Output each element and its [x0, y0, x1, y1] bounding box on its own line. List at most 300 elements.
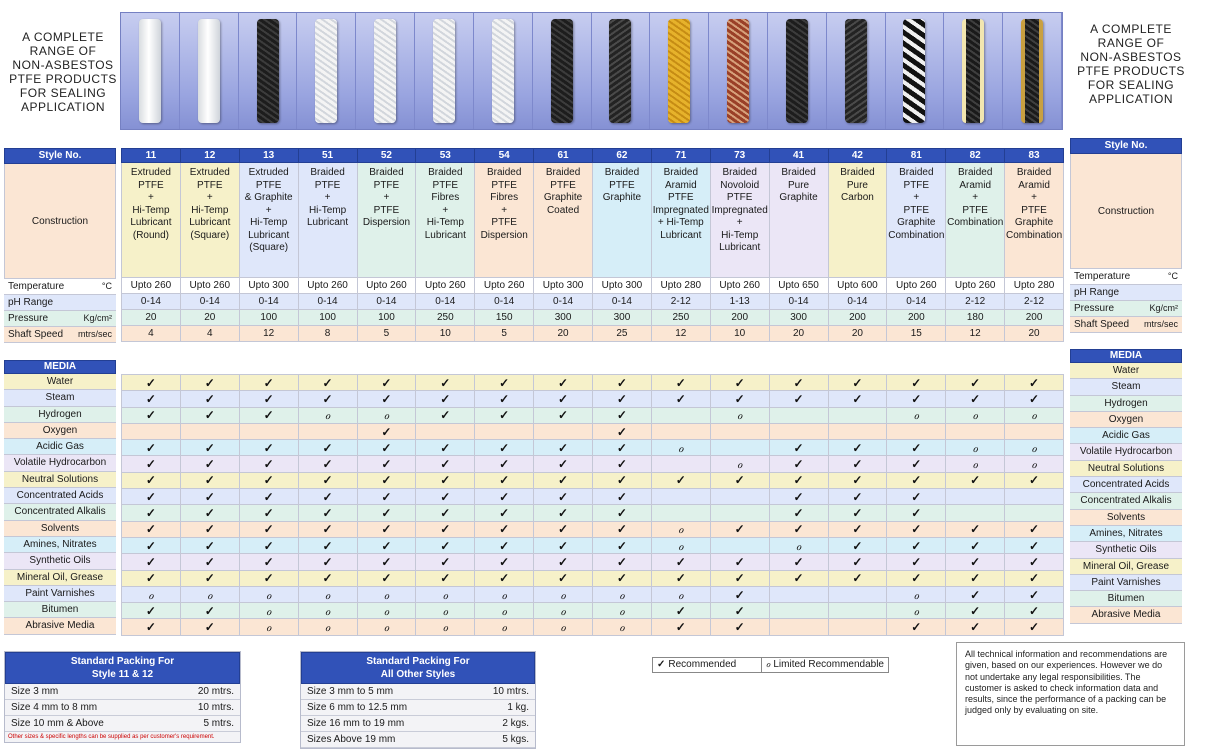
limited-icon: ℴ — [475, 619, 534, 635]
ph-style-51: 0-14 — [298, 294, 357, 310]
media-label-list-right — [1070, 363, 1182, 624]
check-icon: ✓ — [180, 505, 239, 521]
pressure-row — [122, 310, 1064, 326]
shaft-speed-style-61: 20 — [534, 326, 593, 342]
check-icon: ✓ — [416, 505, 475, 521]
construction-line: Aramid — [959, 179, 992, 191]
packing-size: Size 16 mm to 19 mm — [307, 718, 405, 729]
check-icon: ✓ — [769, 391, 828, 407]
media-row-oxygen — [122, 423, 1064, 439]
check-icon: ✓ — [946, 521, 1005, 537]
ph-label-right-text: pH Range — [1074, 287, 1120, 298]
check-icon: ✓ — [651, 375, 710, 391]
limited-icon: ℴ — [769, 537, 828, 553]
check-icon: ✓ — [887, 537, 946, 553]
media-label-right-concentrated-alkalis: Concentrated Alkalis — [1070, 493, 1182, 509]
style-number-11: 11 — [122, 149, 181, 163]
pressure-style-11: 20 — [122, 310, 181, 326]
check-icon: ✓ — [239, 537, 298, 553]
check-icon: ✓ — [887, 570, 946, 586]
disclaimer: All technical information and recommendations are given, based on our experiences. However we do not undertake any legal responsibilities. The customer is asked to check information data and results, since the performance of a packing can be judged only by evaluating on site. — [956, 642, 1185, 746]
construction-style-81 — [887, 163, 946, 278]
check-icon: ✓ — [593, 489, 652, 505]
style-number-73: 73 — [710, 149, 769, 163]
limited-icon: ℴ — [534, 586, 593, 602]
construction-style-52 — [357, 163, 416, 278]
packing-row — [5, 716, 240, 732]
right-heading-line: RANGE OF — [1097, 36, 1165, 50]
empty-cell — [769, 603, 828, 619]
packing-rope-image — [257, 19, 279, 123]
media-row-mineral-oil-grease — [122, 570, 1064, 586]
media-label-right-amines-nitrates: Amines, Nitrates — [1070, 526, 1182, 542]
construction-line: Graphite — [543, 192, 583, 203]
media-row-neutral-solutions — [122, 472, 1064, 488]
construction-line: + — [383, 192, 390, 203]
construction-style-82 — [946, 163, 1005, 278]
construction-line: PTFE — [491, 179, 517, 191]
check-icon: ✓ — [298, 375, 357, 391]
check-icon: ✓ — [357, 554, 416, 570]
check-icon: ✓ — [593, 537, 652, 553]
legend-limited-text: Limited Recommendable — [773, 659, 884, 670]
style-number-42: 42 — [828, 149, 887, 163]
construction-line: Braided — [722, 167, 757, 178]
construction-line: PTFE — [138, 179, 164, 191]
check-icon: ✓ — [180, 554, 239, 570]
check-icon: ✓ — [475, 537, 534, 553]
product-photo-style-41 — [768, 13, 827, 129]
check-icon: ✓ — [946, 554, 1005, 570]
check-icon: ✓ — [828, 489, 887, 505]
pressure-style-13: 100 — [239, 310, 298, 326]
media-label-acidic-gas: Acidic Gas — [4, 439, 116, 455]
check-icon: ✓ — [416, 489, 475, 505]
empty-cell — [1005, 489, 1064, 505]
ph-style-83: 2-12 — [1005, 294, 1064, 310]
construction-line: + — [913, 192, 920, 203]
legend-recommended-text: Recommended — [668, 659, 737, 670]
check-icon: ✓ — [122, 375, 181, 391]
check-icon: ✓ — [828, 537, 887, 553]
right-heading-line: PTFE PRODUCTS — [1077, 64, 1185, 78]
style-number-54: 54 — [475, 149, 534, 163]
construction-line: + — [265, 204, 272, 216]
empty-cell — [1005, 423, 1064, 439]
limited-icon: ℴ — [357, 619, 416, 635]
check-icon: ✓ — [122, 505, 181, 521]
check-icon: ✓ — [475, 472, 534, 488]
shaft-speed-unit: mtrs/sec — [77, 329, 112, 339]
check-icon: ✓ — [828, 505, 887, 521]
check-icon: ✓ — [475, 489, 534, 505]
construction-line: Braided — [781, 167, 816, 178]
right-heading-line: A COMPLETE — [1090, 22, 1172, 36]
construction-line: PTFE — [609, 179, 635, 191]
check-icon: ✓ — [946, 603, 1005, 619]
check-icon: ✓ — [416, 554, 475, 570]
construction-line: Lubricant — [248, 229, 290, 241]
temperature-label — [4, 279, 116, 295]
media-compatibility-table — [121, 374, 1064, 636]
check-icon: ✓ — [416, 472, 475, 488]
check-icon: ✓ — [475, 375, 534, 391]
limited-icon: ℴ — [475, 603, 534, 619]
ph-style-13: 0-14 — [239, 294, 298, 310]
packing-rope-image — [668, 19, 690, 123]
style-number-83: 83 — [1005, 149, 1064, 163]
construction-style-13 — [239, 163, 298, 278]
check-icon: ✓ — [416, 407, 475, 423]
construction-line: Aramid — [1018, 179, 1050, 191]
media-row-concentrated-alkalis — [122, 505, 1064, 521]
media-row-steam — [122, 391, 1064, 407]
style-number-61: 61 — [534, 149, 593, 163]
style-number-12: 12 — [180, 149, 239, 163]
spec-table — [121, 148, 1064, 342]
check-icon: ✓ — [298, 489, 357, 505]
temperature-style-82: Upto 260 — [946, 278, 1005, 294]
media-label-list — [4, 374, 116, 635]
packing-rope-image — [198, 19, 220, 123]
media-row-synthetic-oils — [122, 554, 1064, 570]
packing-qty: 2 kgs. — [502, 718, 529, 729]
limited-icon: ℴ — [1005, 456, 1064, 472]
empty-cell — [651, 423, 710, 439]
temperature-style-73: Upto 260 — [710, 278, 769, 294]
check-icon: ✓ — [887, 619, 946, 635]
construction-line: Impregnated — [711, 204, 768, 216]
check-icon: ✓ — [122, 456, 181, 472]
limited-icon: ℴ — [765, 659, 771, 670]
check-icon: ✓ — [593, 521, 652, 537]
check-icon: ✓ — [180, 391, 239, 407]
construction-line: PTFE — [373, 179, 400, 191]
right-heading-line: NON-ASBESTOS — [1080, 50, 1182, 64]
temperature-style-13: Upto 300 — [239, 278, 298, 294]
construction-line: Lubricant — [189, 217, 231, 228]
media-label-volatile-hydrocarbon: Volatile Hydrocarbon — [4, 455, 116, 471]
shaft-speed-label — [4, 327, 116, 343]
construction-line: Fibres — [431, 192, 460, 203]
temperature-style-52: Upto 260 — [357, 278, 416, 294]
construction-line: Novoloid — [720, 179, 760, 191]
construction-line: Pure — [846, 179, 868, 191]
check-icon: ✓ — [357, 570, 416, 586]
check-icon: ✓ — [416, 391, 475, 407]
construction-line: Braided — [840, 167, 875, 178]
temperature-style-61: Upto 300 — [534, 278, 593, 294]
check-icon: ✓ — [239, 472, 298, 488]
shaft-speed-style-11: 4 — [122, 326, 181, 342]
style-number-62: 62 — [593, 149, 652, 163]
right-heading — [1072, 22, 1190, 106]
construction-line: Braided — [663, 167, 699, 178]
check-icon: ✓ — [298, 554, 357, 570]
shaft-speed-style-62: 25 — [593, 326, 652, 342]
media-label-oxygen: Oxygen — [4, 423, 116, 439]
ph-style-81: 0-14 — [887, 294, 946, 310]
pressure-label-text: Pressure — [8, 313, 49, 324]
media-row-water — [122, 375, 1064, 391]
empty-cell — [651, 505, 710, 521]
left-heading-line: FOR SEALING — [19, 86, 107, 100]
check-icon: ✓ — [887, 489, 946, 505]
check-icon: ✓ — [828, 456, 887, 472]
check-icon: ✓ — [710, 375, 769, 391]
product-photo-style-61 — [533, 13, 592, 129]
packing-qty: 10 mtrs. — [197, 702, 234, 713]
check-icon: ✓ — [122, 603, 181, 619]
ph-style-61: 0-14 — [534, 294, 593, 310]
limited-icon: ℴ — [475, 586, 534, 602]
check-icon: ✓ — [180, 375, 239, 391]
limited-icon: ℴ — [416, 603, 475, 619]
pressure-label-right — [1070, 301, 1182, 317]
check-icon: ✓ — [122, 570, 181, 586]
media-row-hydrogen — [122, 407, 1064, 423]
check-icon: ✓ — [651, 603, 710, 619]
construction-line: PTFE — [1021, 204, 1047, 216]
empty-cell — [769, 619, 828, 635]
left-heading-line: APPLICATION — [21, 100, 105, 114]
ph-style-62: 0-14 — [593, 294, 652, 310]
limited-icon: ℴ — [298, 586, 357, 602]
packing-rope-image — [845, 19, 867, 123]
check-icon: ✓ — [887, 505, 946, 521]
pressure-style-54: 150 — [475, 310, 534, 326]
standard-packing-style-11-12 — [4, 651, 241, 743]
ph-label-text: pH Range — [8, 297, 54, 308]
check-icon: ✓ — [475, 554, 534, 570]
temperature-style-81: Upto 260 — [887, 278, 946, 294]
check-icon: ✓ — [180, 407, 239, 423]
media-heading: MEDIA — [4, 360, 116, 374]
media-label-right-bitumen: Bitumen — [1070, 591, 1182, 607]
empty-cell — [416, 423, 475, 439]
limited-icon: ℴ — [1005, 440, 1064, 456]
check-icon: ✓ — [357, 456, 416, 472]
packing-row — [5, 700, 240, 716]
check-icon: ✓ — [946, 586, 1005, 602]
temperature-style-62: Upto 300 — [593, 278, 652, 294]
construction-line: + — [972, 192, 979, 203]
packing-rope-image — [139, 19, 161, 123]
product-photo-style-42 — [827, 13, 886, 129]
media-label-right-oxygen: Oxygen — [1070, 412, 1182, 428]
construction-line: + — [324, 192, 331, 203]
check-icon: ✓ — [1005, 619, 1064, 635]
check-icon: ✓ — [122, 489, 181, 505]
temperature-label-text: Temperature — [8, 281, 65, 292]
packing-qty: 1 kg. — [507, 702, 529, 713]
construction-line: Braided — [310, 167, 345, 178]
empty-cell — [769, 586, 828, 602]
left-heading-line: A COMPLETE — [22, 30, 104, 44]
packing-right-title — [301, 652, 535, 684]
limited-icon: ℴ — [651, 586, 710, 602]
pressure-style-62: 300 — [593, 310, 652, 326]
packing-row — [301, 716, 535, 732]
check-icon: ✓ — [122, 554, 181, 570]
construction-line: PTFE — [903, 204, 930, 216]
construction-style-83 — [1005, 163, 1064, 278]
packing-left-rows — [5, 684, 240, 732]
check-icon: ✓ — [769, 521, 828, 537]
construction-style-51 — [298, 163, 357, 278]
packing-rope-image — [903, 19, 925, 123]
construction-line: PTFE — [550, 179, 576, 191]
media-label-right-steam: Steam — [1070, 379, 1182, 395]
construction-line: PTFE — [314, 179, 341, 191]
construction-line: Extruded — [248, 167, 289, 178]
packing-row — [301, 732, 535, 748]
construction-line: Braided — [369, 167, 404, 178]
check-icon: ✓ — [710, 554, 769, 570]
check-icon: ✓ — [710, 619, 769, 635]
check-icon: ✓ — [769, 375, 828, 391]
empty-cell — [710, 440, 769, 456]
packing-right-title-line2: All Other Styles — [380, 669, 456, 680]
construction-style-62 — [593, 163, 652, 278]
check-icon: ✓ — [1005, 586, 1064, 602]
packing-qty: 10 mtrs. — [492, 686, 529, 697]
shaft-speed-label-right-text: Shaft Speed — [1074, 319, 1130, 330]
style-number-13: 13 — [239, 149, 298, 163]
pressure-style-82: 180 — [946, 310, 1005, 326]
style-number-53: 53 — [416, 149, 475, 163]
check-icon: ✓ — [651, 619, 710, 635]
empty-cell — [651, 456, 710, 472]
media-label-synthetic-oils: Synthetic Oils — [4, 553, 116, 569]
shaft-speed-label-text: Shaft Speed — [8, 329, 64, 340]
construction-line: Hi-Temp — [191, 204, 229, 216]
shaft-speed-style-83: 20 — [1005, 326, 1064, 342]
ph-style-53: 0-14 — [416, 294, 475, 310]
check-icon: ✓ — [828, 554, 887, 570]
check-icon: ✓ — [239, 521, 298, 537]
check-icon: ✓ — [239, 456, 298, 472]
check-icon: ✓ — [828, 440, 887, 456]
check-icon: ✓ — [1005, 603, 1064, 619]
construction-line: Fibres — [490, 192, 519, 203]
packing-rope-image — [551, 19, 573, 123]
check-icon: ✓ — [475, 521, 534, 537]
construction-style-71 — [651, 163, 710, 278]
construction-line: + — [148, 192, 154, 203]
ph-style-54: 0-14 — [475, 294, 534, 310]
shaft-speed-style-54: 5 — [475, 326, 534, 342]
empty-cell — [946, 489, 1005, 505]
construction-line: Aramid — [664, 179, 697, 191]
check-icon: ✓ — [651, 391, 710, 407]
media-row-bitumen — [122, 603, 1064, 619]
check-icon: ✓ — [828, 472, 887, 488]
pressure-style-42: 200 — [828, 310, 887, 326]
packing-row — [301, 700, 535, 716]
temperature-unit: °C — [101, 281, 112, 291]
construction-style-12 — [180, 163, 239, 278]
shaft-speed-style-73: 10 — [710, 326, 769, 342]
limited-icon: ℴ — [239, 603, 298, 619]
style-number-71: 71 — [651, 149, 710, 163]
media-label-right-solvents: Solvents — [1070, 510, 1182, 526]
left-heading-line: RANGE OF — [29, 44, 97, 58]
check-icon: ✓ — [534, 407, 593, 423]
style-no-label-right: Style No. — [1070, 138, 1182, 154]
packing-qty: 5 mtrs. — [203, 718, 234, 729]
pressure-unit-right: Kg/cm² — [1149, 303, 1178, 313]
packing-rope-image — [609, 19, 631, 123]
limited-icon: ℴ — [357, 603, 416, 619]
check-icon: ✓ — [593, 505, 652, 521]
style-number-51: 51 — [298, 149, 357, 163]
product-photo-style-71 — [650, 13, 709, 129]
limited-icon: ℴ — [651, 440, 710, 456]
empty-cell — [710, 537, 769, 553]
media-label-right-neutral-solutions: Neutral Solutions — [1070, 461, 1182, 477]
shaft-speed-style-51: 8 — [298, 326, 357, 342]
empty-cell — [710, 423, 769, 439]
check-icon: ✓ — [887, 472, 946, 488]
limited-icon: ℴ — [651, 537, 710, 553]
check-icon: ✓ — [769, 456, 828, 472]
check-icon: ✓ — [593, 456, 652, 472]
construction-line: Carbon — [841, 192, 874, 203]
packing-size: Sizes Above 19 mm — [307, 734, 396, 745]
check-icon: ✓ — [534, 489, 593, 505]
check-icon: ✓ — [534, 472, 593, 488]
check-icon: ✓ — [475, 456, 534, 472]
check-icon: ✓ — [357, 423, 416, 439]
construction-style-42 — [828, 163, 887, 278]
media-label-paint-varnishes: Paint Varnishes — [4, 586, 116, 602]
check-icon: ✓ — [769, 489, 828, 505]
empty-cell — [710, 489, 769, 505]
media-label-water: Water — [4, 374, 116, 390]
construction-line: Lubricant — [130, 217, 172, 228]
check-icon: ✓ — [769, 440, 828, 456]
construction-line: + — [1031, 192, 1037, 203]
packing-right-rows — [301, 684, 535, 748]
product-photo-style-83 — [1003, 13, 1062, 129]
shaft-speed-row — [122, 326, 1064, 342]
check-icon: ✓ — [357, 472, 416, 488]
shaft-speed-style-71: 12 — [651, 326, 710, 342]
check-icon: ✓ — [946, 391, 1005, 407]
check-icon: ✓ — [180, 603, 239, 619]
temperature-style-54: Upto 260 — [475, 278, 534, 294]
media-labels-right — [1070, 349, 1182, 624]
packing-rope-image — [433, 19, 455, 123]
check-icon: ✓ — [593, 391, 652, 407]
construction-line: Braided — [604, 167, 640, 178]
check-icon: ✓ — [357, 375, 416, 391]
check-icon: ✓ — [357, 391, 416, 407]
limited-icon: ℴ — [534, 619, 593, 635]
media-label-bitumen: Bitumen — [4, 602, 116, 618]
empty-cell — [828, 423, 887, 439]
media-label-right-mineral-oil-grease: Mineral Oil, Grease — [1070, 559, 1182, 575]
empty-cell — [651, 489, 710, 505]
product-photo-style-82 — [944, 13, 1003, 129]
packing-rope-image — [492, 19, 514, 123]
media-label-amines-nitrates: Amines, Nitrates — [4, 537, 116, 553]
shaft-speed-label-right — [1070, 317, 1182, 333]
construction-line: PTFE — [903, 179, 930, 191]
pressure-style-51: 100 — [298, 310, 357, 326]
check-icon: ✓ — [357, 440, 416, 456]
